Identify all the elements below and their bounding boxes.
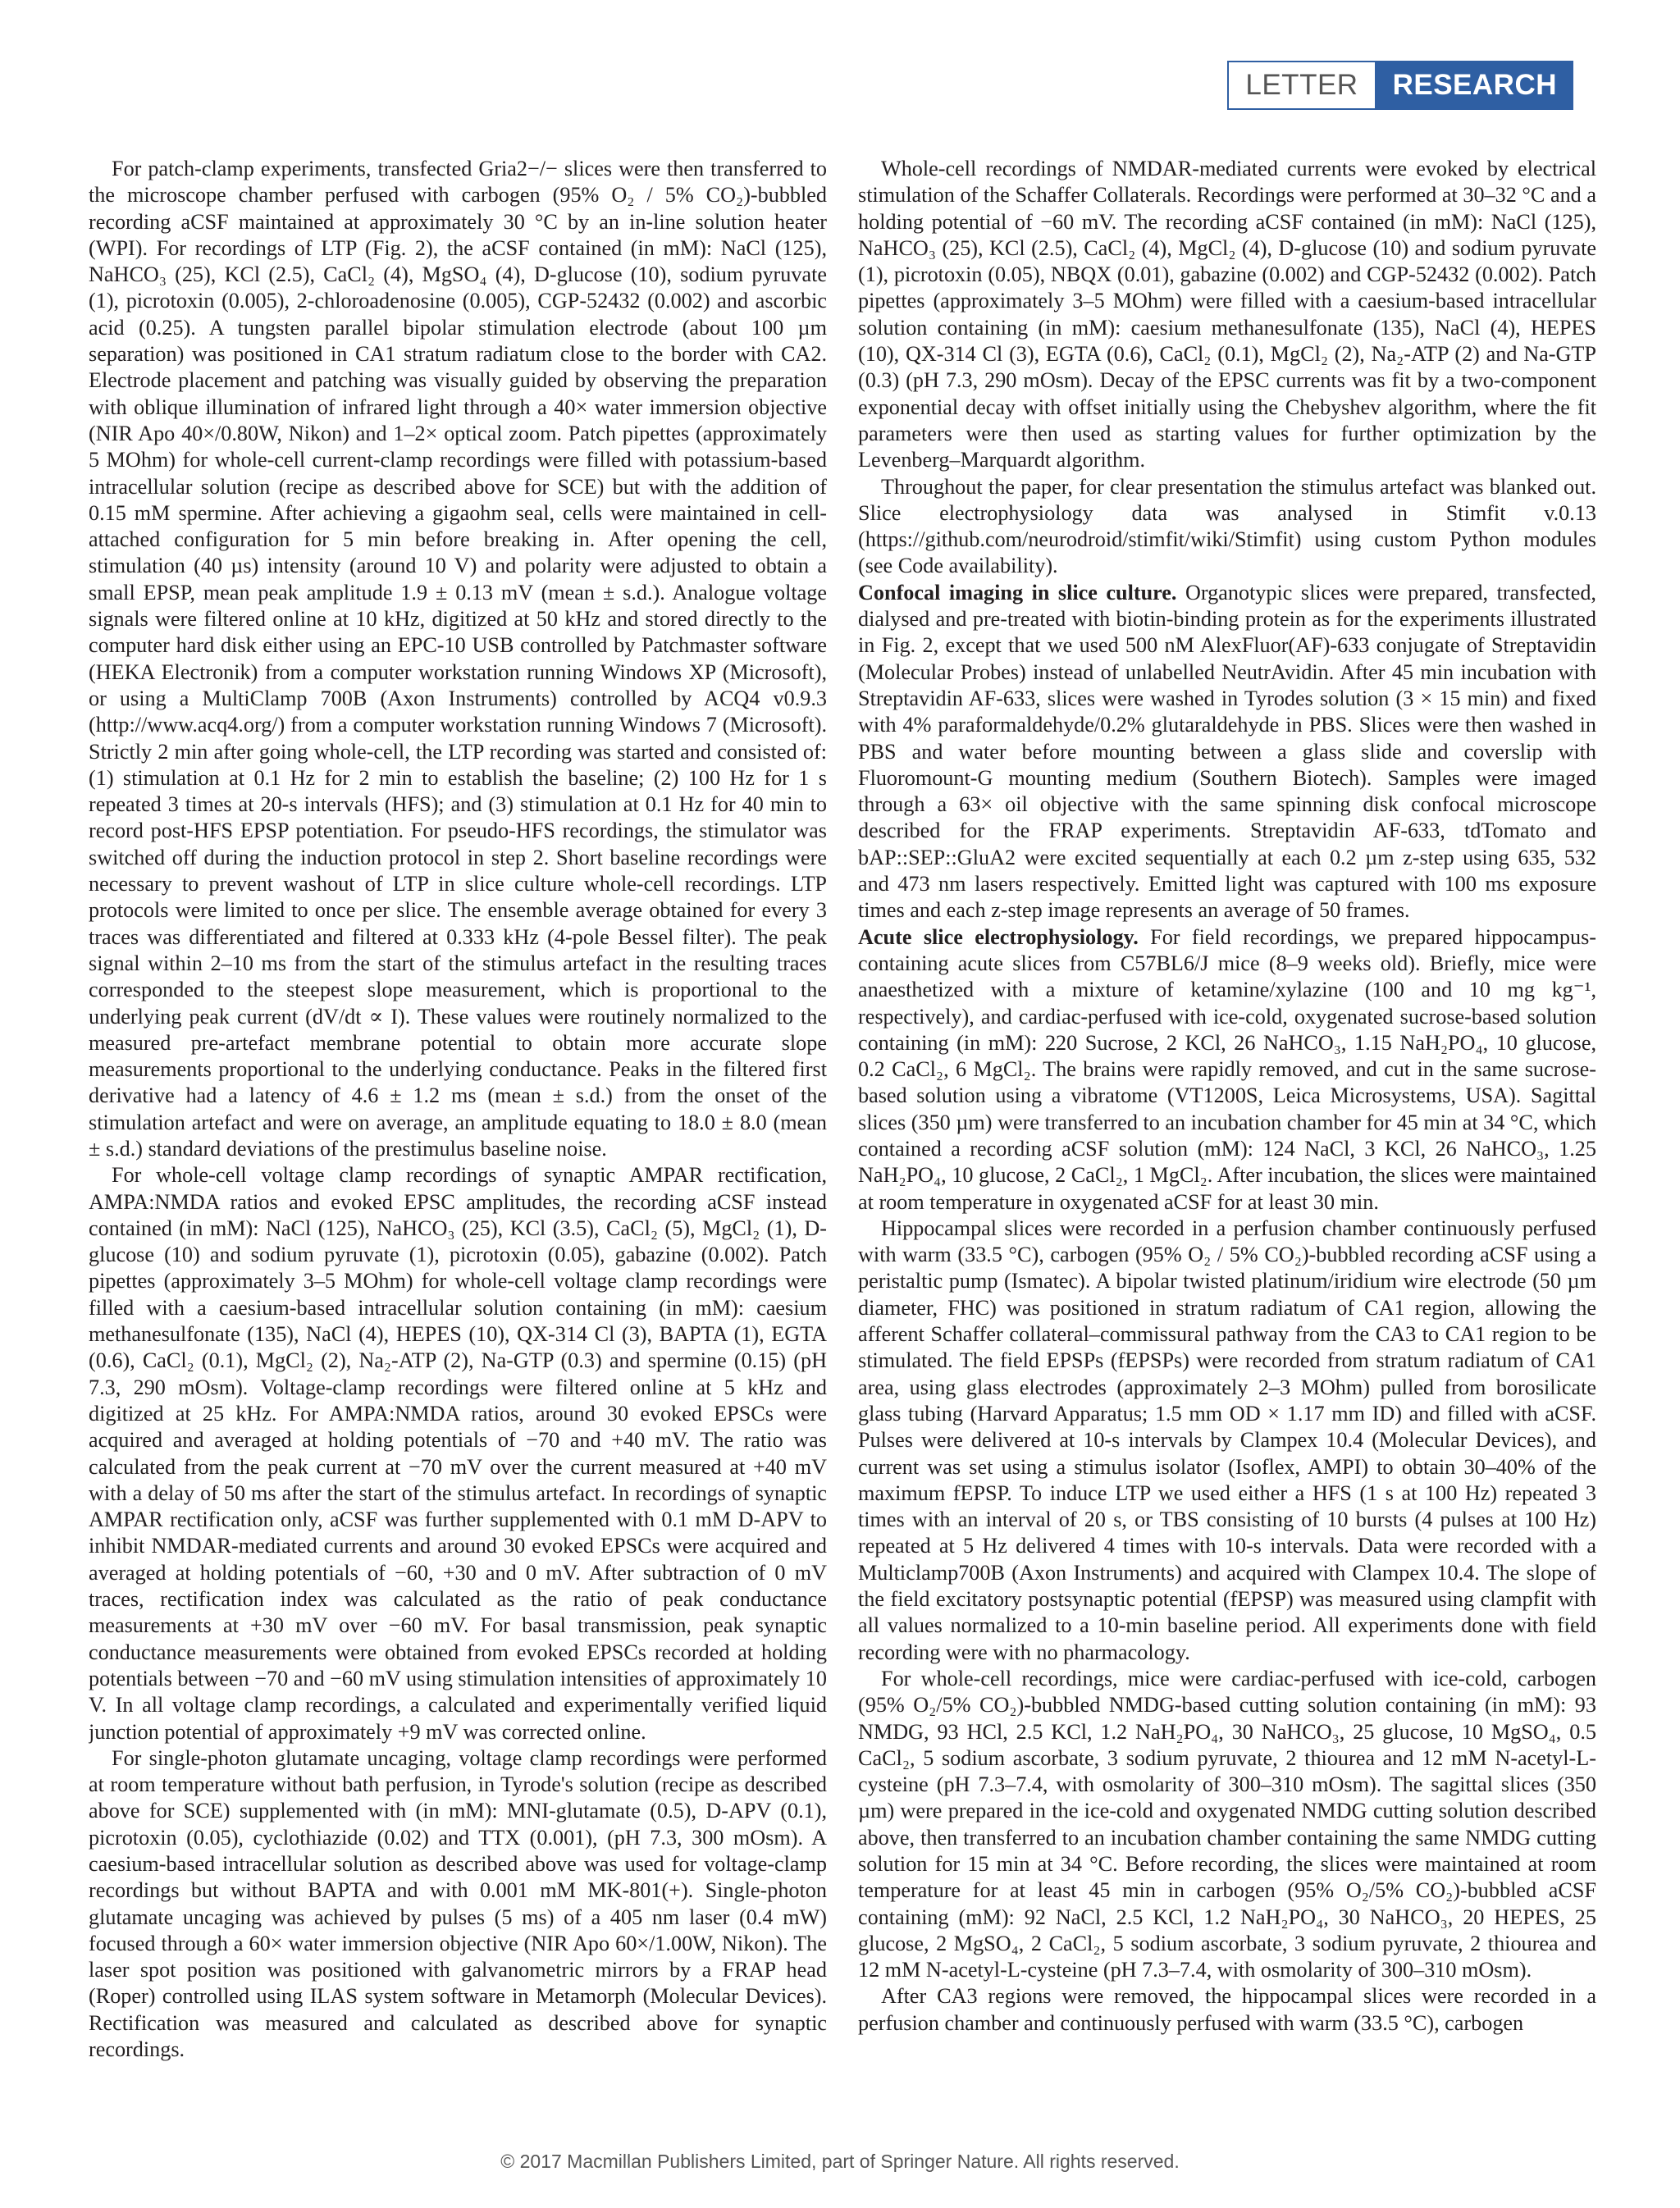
- section-tag: [1227, 61, 1573, 110]
- acute-slice-text: For field recordings, we prepared hippocampus-containing acute slices from C57BL6/J mice (8–9 weeks old). Briefly, mice were anaesthetized with a mixture of ketamine/xylazine (100 and 10 mg kg⁻¹, respectively), and cardiac-perfused with ice-cold, oxygenated sucrose-based solution containing (in mM): 220 Sucrose, 2 KCl, 26 NaHCO₃, 1.15 NaH₂PO₄, 10 glucose, 0.2 CaCl₂, 6 MgCl₂. The brains were rapidly removed, and cut in the same sucrose-based solution using a vibratome (VT1200S, Leica Microsystems, USA). Sagittal slices (350 µm) were transferred to an incubation chamber for 45 min at 34 °C, which contained a recording aCSF solution (mM): 124 NaCl, 3 KCl, 26 NaHCO₃, 1.25 NaH₂PO₄, 10 glucose, 2 CaCl₂, 1 MgCl₂. After incubation, the slices were maintained at room temperature in oxygenated aCSF for at least 30 min.: [858, 924, 1596, 1214]
- paragraph-ltp-methods: For patch-clamp experiments, transfected Gria2−/− slices were then transferred to the microscope chamber perfused with carbogen (95% O₂ / 5% CO₂)-bubbled recording aCSF maintained at approximately 30 °C by an in-line solution heater (WPI). For recordings of LTP (Fig. 2), the aCSF contained (in mM): NaCl (125), NaHCO₃ (25), KCl (2.5), CaCl₂ (4), MgSO₄ (4), D-glucose (10), sodium pyruvate (1), picrotoxin (0.005), 2-chloroadenosine (0.005), CGP-52432 (0.002) and ascorbic acid (0.25). A tungsten parallel bipolar stimulation electrode (about 100 µm separation) was positioned in CA1 stratum radiatum close to the border with CA2. Electrode placement and patching was visually guided by observing the preparation with oblique illumination of infrared light through a 40× water immersion objective (NIR Apo 40×/0.80W, Nikon) and 1–2× optical zoom. Patch pipettes (approximately 5 MOhm) for whole-cell current-clamp recordings were filled with potassium-based intracellular solution (recipe as described above for SCE) but with the addition of 0.15 mM spermine. After achieving a gigaohm seal, cells were maintained in cell-attached configuration for 5 min before breaking in. After opening the cell, stimulation (40 µs) intensity (around 10 V) and polarity were adjusted to obtain a small EPSP, mean peak amplitude 1.9 ± 0.13 mV (mean ± s.d.). Analogue voltage signals were filtered online at 10 kHz, digitized at 50 kHz and stored directly to the computer hard disk either using an EPC-10 USB controlled by Patchmaster software (HEKA Electronik) from a computer workstation running Windows XP (Microsoft), or using a MultiClamp 700B (Axon Instruments) controlled by ACQ4 v0.9.3 (http://www.acq4.org/) from a computer workstation running Windows 7 (Microsoft). Strictly 2 min after going whole-cell, the LTP recording was started and consisted of: (1) stimulation at 0.1 Hz for 2 min to establish the baseline; (2) 100 Hz for 1 s repeated 3 times at 20-s intervals (HFS); and (3) stimulation at 0.1 Hz for 40 min to record post-HFS EPSP potentiation. For pseudo-HFS recordings, the stimulator was switched off during the induction protocol in step 2. Short baseline recordings were necessary to prevent washout of LTP in slice culture whole-cell recordings. LTP protocols were limited to once per slice. The ensemble average obtained for every 3 traces was differentiated and filtered at 0.333 kHz (4-pole Bessel filter). The peak signal within 2–10 ms from the start of the stimulus artefact in the resulting traces corresponded to the steepest slope measurement, which is proportional to the underlying peak current (dV/dt ∝ I). These values were routinely normalized to the measured pre-artefact membrane potential to obtain more accurate slope measurements proportional to the underlying conductance. Peaks in the filtered first derivative had a latency of 4.6 ± 1.2 ms (mean ± s.d.) from the onset of the stimulation artefact and were on average, an amplitude equating to 18.0 ± 8.0 (mean ± s.d.) standard deviations of the prestimulus baseline noise.: [89, 157, 827, 1161]
- paragraph-glutamate-uncaging: For single-photon glutamate uncaging, voltage clamp recordings were performed at room temperature without bath perfusion, in Tyrode's solution (recipe as described above for SCE) supplemented with (in mM): MNI-glutamate (0.5), D-APV (0.1), picrotoxin (0.05), cyclothiazide (0.02) and TTX (0.001), (pH 7.3, 300 mOsm). A caesium-based intracellular solution as described above was used for voltage-clamp recordings but without BAPTA and with 0.001 mM MK-801(+). Single-photon glutamate uncaging was achieved by pulses (5 ms) of a 405 nm laser (0.4 mW) focused through a 60× water immersion objective (NIR Apo 60×/1.00W, Nikon). The laser spot position was positioned with galvanometric mirrors by a FRAP head (Roper) controlled using ILAS system software in Metamorph (Molecular Devices). Rectification was measured and calculated as described above for synaptic recordings.: [89, 1745, 827, 2062]
- left-column: [89, 156, 827, 2116]
- copyright-footer: © 2017 Macmillan Publishers Limited, part of Springer Nature. All rights reserved.: [500, 2151, 1180, 2172]
- paragraph-field-recordings: Hippocampal slices were recorded in a perfusion chamber continuously perfused with warm (33.5 °C), carbogen (95% O₂ / 5% CO₂)-bubbled recording aCSF using a peristaltic pump (Ismatec). A bipolar twisted platinum/iridium wire electrode (50 µm diameter, FHC) was positioned in stratum radiatum of CA1 region, allowing the afferent Schaffer collateral–commissural pathway from the CA3 to CA1 region to be stimulated. The field EPSPs (fEPSPs) were recorded from stratum radiatum of CA1 area, using glass electrodes (approximately 2–3 MOhm) pulled from borosilicate glass tubing (Harvard Apparatus; 1.5 mm OD × 1.17 mm ID) and filled with aCSF. Pulses were delivered at 10-s intervals by Clampex 10.4 (Molecular Devices), and current was set using a stimulus isolator (Isoflex, AMPI) to obtain 30–40% of the maximum fEPSP. To induce LTP we used either a HFS (1 s at 100 Hz) repeated 3 times with an interval of 20 s, or TBS consisting of 10 bursts (4 pulses at 100 Hz) repeated at 5 Hz delivered 4 times with 10-s intervals. Data were recorded with a Multiclamp700B (Axon Instruments) and acquired with Clampex 10.4. The slope of the field excitatory postsynaptic potential (fEPSP) was measured using clampfit with all values normalized to a 10-min baseline period. All experiments done with field recording were with no pharmacology.: [858, 1216, 1596, 1664]
- paragraph-whole-cell-prep: For whole-cell recordings, mice were cardiac-perfused with ice-cold, carbogen (95% O₂/5% CO₂)-bubbled NMDG-based cutting solution containing (in mM): 93 NMDG, 93 HCl, 2.5 KCl, 1.2 NaH₂PO₄, 30 NaHCO₃, 25 glucose, 10 MgSO₄, 0.5 CaCl₂, 5 sodium ascorbate, 3 sodium pyruvate, 2 thiourea and 12 mM N-acetyl-L-cysteine (pH 7.3–7.4, with osmolarity of 300–310 mOsm). The sagittal slices (350 µm) were prepared in the ice-cold and oxygenated NMDG cutting solution described above, then transferred to an incubation chamber containing the same NMDG cutting solution for 15 min at 34 °C. Before recording, the slices were maintained at room temperature for at least 45 min in carbogen (95% O₂/5% CO₂)-bubbled aCSF containing (mM): 92 NaCl, 2.5 KCl, 1.2 NaH₂PO₄, 30 NaHCO₃, 20 HEPES, 25 glucose, 2 MgSO₄, 2 CaCl₂, 5 sodium ascorbate, 3 sodium pyruvate, 2 thiourea and 12 mM N-acetyl-L-cysteine (pH 7.3–7.4, with osmolarity of 300–310 mOsm).: [858, 1666, 1596, 1982]
- paragraph-acute-slice: [858, 924, 1596, 1216]
- paragraph-confocal-imaging: [858, 580, 1596, 924]
- research-label: RESEARCH: [1376, 61, 1573, 110]
- paragraph-voltage-clamp: For whole-cell voltage clamp recordings of synaptic AMPAR rectification, AMPA:NMDA ratios and evoked EPSC amplitudes, the recording aCSF instead contained (in mM): NaCl (125), NaHCO₃ (25), KCl (3.5), CaCl₂ (5), MgCl₂ (1), D-glucose (10) and sodium pyruvate (1), picrotoxin (0.05), gabazine (0.002). Patch pipettes (approximately 3–5 MOhm) for whole-cell voltage clamp recordings were filled with a caesium-based intracellular solution containing (in mM): caesium methanesulfonate (135), NaCl (4), HEPES (10), QX-314 Cl (3), BAPTA (1), EGTA (0.6), CaCl₂ (0.1), MgCl₂ (2), Na₂-ATP (2), Na-GTP (0.3) and spermine (0.15) (pH 7.3, 290 mOsm). Voltage-clamp recordings were filtered online at 5 kHz and digitized at 25 kHz. For AMPA:NMDA ratios, around 30 evoked EPSCs were acquired and averaged at holding potentials of −70 and +40 mV. The ratio was calculated from the peak current at −70 mV over the current measured at +40 mV with a delay of 50 ms after the start of the stimulus artefact. In recordings of synaptic AMPAR rectification only, aCSF was further supplemented with 0.1 mM D-APV to inhibit NMDAR-mediated currents and around 30 evoked EPSCs were acquired and averaged at holding potentials of −60, +30 and 0 mV. After subtraction of 0 mV traces, rectification index was calculated as the ratio of peak conductance measurements at +30 mV over −60 mV. For basal transmission, peak synaptic conductance measurements were obtained from evoked EPSCs recorded at holding potentials between −70 and −60 mV using stimulation intensities of approximately 10 V. In all voltage clamp recordings, a calculated and experimentally verified liquid junction potential of approximately +9 mV was corrected online.: [89, 1163, 827, 1744]
- letter-label: LETTER: [1227, 61, 1376, 110]
- right-column: [858, 156, 1596, 2116]
- section-heading-acute-slice: Acute slice electrophysiology.: [858, 924, 1139, 949]
- paragraph-nmdar-currents: Whole-cell recordings of NMDAR-mediated currents were evoked by electrical stimulation of the Schaffer Collaterals. Recordings were performed at 30–32 °C and a holding potential of −60 mV. The recording aCSF contained (in mM): NaCl (125), NaHCO₃ (25), KCl (2.5), CaCl₂ (4), MgCl₂ (4), D-glucose (10) and sodium pyruvate (1), picrotoxin (0.05), NBQX (0.01), gabazine (0.002) and CGP-52432 (0.002). Patch pipettes (approximately 3–5 MOhm) were filled with a caesium-based intracellular solution containing (in mM): caesium methanesulfonate (135), NaCl (4), HEPES (10), QX-314 Cl (3), EGTA (0.6), CaCl₂ (0.1), MgCl₂ (2), Na₂-ATP (2) and Na-GTP (0.3) (pH 7.3, 290 mOsm). Decay of the EPSC currents was fit by a two-component exponential decay with offset initially using the Chebyshev algorithm, where the fit parameters were then used as starting values for further optimization by the Levenberg–Marquardt algorithm.: [858, 157, 1596, 472]
- paragraph-ca3-removal: After CA3 regions were removed, the hippocampal slices were recorded in a perfusion chamber and continuously perfused with warm (33.5 °C), carbogen: [858, 1984, 1596, 2035]
- confocal-text: Organotypic slices were prepared, transfected, dialysed and pre-treated with biotin-binding protein as for the experiments illustrated in Fig. 2, except that we used 500 nM AlexFluor(AF)-633 conjugate of Streptavidin (Molecular Probes) instead of unlabelled NeutrAvidin. After 45 min incubation with Streptavidin AF-633, slices were washed in Tyrodes solution (3 × 15 min) and fixed with 4% paraformaldehyde/0.2% glutaraldehyde in PBS. Slices were then washed in PBS and water before mounting between a glass slide and coverslip with Fluoromount-G mounting medium (Southern Biotech). Samples were imaged through a 63× oil objective with the same spinning disk confocal microscope described for the FRAP experiments. Streptavidin AF-633, tdTomato and bAP::SEP::GluA2 were excited sequentially at each 0.2 µm z-step using 635, 532 and 473 nm lasers respectively. Emitted light was captured with 100 ms exposure times and each z-step image represents an average of 50 frames.: [858, 580, 1596, 923]
- section-heading-confocal: Confocal imaging in slice culture.: [858, 580, 1177, 604]
- paragraph-stimfit-analysis: Throughout the paper, for clear presentation the stimulus artefact was blanked out. Slice electrophysiology data was analysed in Stimfit v.0.13 (https://github.com/neurodroid/stimfit/wiki/Stimfit) using custom Python modules (see Code availability).: [858, 474, 1596, 578]
